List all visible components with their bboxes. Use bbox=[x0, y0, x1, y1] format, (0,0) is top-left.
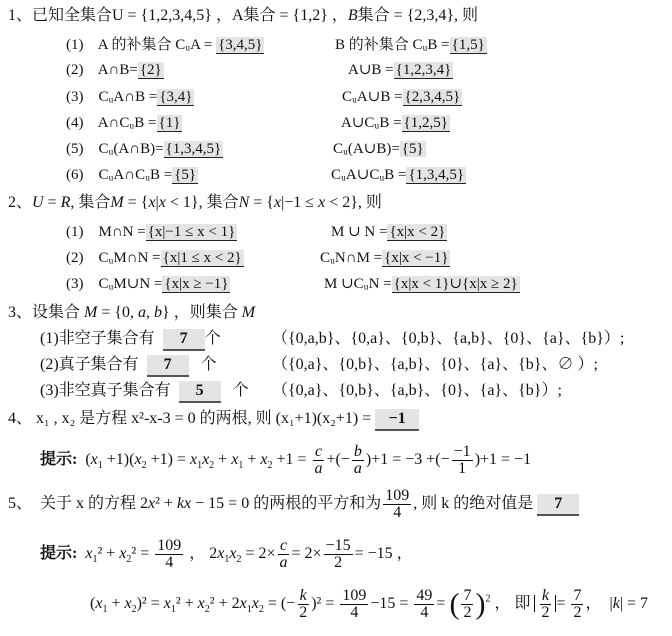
q2-item-3 bbox=[66, 274, 230, 294]
q5-hint-line2 bbox=[90, 588, 648, 621]
expression: CᵤA∩B = bbox=[98, 89, 158, 105]
hint-formula: $(x_1 +1)(x_2 +1) = x_1x_2 + x_1 + x_2 +1$ = $\frac{c}{a}$ +(− $\frac{b}{a}$ )+1 = −3 +(− $\frac{-1}{1}$ )+1 = −1 bbox=[85, 443, 532, 477]
q5-hint-line1 bbox=[40, 538, 413, 571]
answer-box[interactable]: {1,3,4,5} bbox=[165, 141, 222, 157]
expression: CᵤA∩CᵤB = bbox=[98, 167, 173, 183]
answer-blank[interactable]: −1 bbox=[375, 409, 419, 431]
q2-item-1-right bbox=[331, 222, 447, 242]
item-label: 真子集合有 bbox=[58, 356, 139, 373]
answer-box[interactable]: {5} bbox=[174, 167, 197, 183]
answer-blank[interactable]: 7 bbox=[147, 355, 189, 377]
expression: M ∪ N = bbox=[331, 224, 388, 240]
item-number: (1) bbox=[66, 37, 84, 53]
expression: A∩B= bbox=[97, 62, 138, 78]
q2-item-2 bbox=[66, 248, 244, 268]
answer-box[interactable]: {5} bbox=[401, 141, 424, 157]
item-number: (1) bbox=[40, 330, 59, 347]
q2-item-3-right bbox=[324, 274, 520, 294]
answer-blank[interactable]: 7 bbox=[537, 494, 579, 516]
expression: CᵤA∪B = bbox=[342, 89, 403, 105]
hint-formula: $x_1^2 + x_2^2$ = $\frac{109}{4}$ ， $2x_1x_2 = 2\times$ $\frac{c}{a}$ = 2× $\frac{-15}{2}$ = −15 ， bbox=[85, 537, 413, 571]
unit: 个 bbox=[200, 356, 217, 373]
question-text: 4、 x₁ , x₂ 是方程 x²-x-3 = 0 的两根, 则 (x₁+1)(x₂+1) = bbox=[8, 410, 372, 427]
answer-box[interactable]: {3,4,5} bbox=[218, 37, 263, 53]
item-number: (5) bbox=[66, 141, 84, 157]
unit: 个 bbox=[204, 330, 221, 347]
expression: CᵤM∩N = bbox=[98, 250, 161, 266]
q3-stem: 3、设集合 M = {0, a, b} ，则集合 M bbox=[8, 304, 256, 321]
q3-item-1-list bbox=[272, 329, 624, 349]
item-number: (1) bbox=[66, 224, 84, 240]
expression: A 的补集合 CᵤA = bbox=[97, 37, 213, 53]
answer-box[interactable]: {1,2,3,4} bbox=[395, 62, 452, 78]
q5-stem bbox=[8, 488, 579, 521]
q2-stem: 2、U = R, 集合M = {x|x < 1}, 集合N = {x|−1 ≤ x < 2}, 则 bbox=[8, 194, 382, 211]
unit: 个 bbox=[232, 382, 249, 399]
q4-stem bbox=[8, 409, 419, 431]
expression: CᵤN∩M = bbox=[320, 250, 383, 266]
hint-formula: $(x_1 + x_2)^2 = x_1^2 + x_2^2 + 2x_1x_2$ = (− $\frac{k}{2}$ )² = $\frac{109}{4}$ −15 = $\frac{49}{4}$ = ( $\frac{7}{2}$ )$^2$ ， 即 $\frac{k}{2}$ = $\frac{7}{2}$ ， |k| = 7 bbox=[90, 587, 649, 621]
answer-box[interactable]: {x|x < 2} bbox=[389, 224, 446, 240]
subset-list: （{0,a}、{0,b}、{a,b}、{0}、{a}、{b}、∅ ）; bbox=[272, 356, 598, 373]
answer-box[interactable]: {1,2,5} bbox=[403, 115, 448, 131]
answer-box[interactable]: {x|x < −1} bbox=[384, 250, 449, 266]
answer-box[interactable]: {1,3,4,5} bbox=[408, 167, 465, 183]
item-number: (2) bbox=[66, 250, 84, 266]
answer-box[interactable]: {2} bbox=[139, 62, 162, 78]
expression: CᵤA∪CᵤB = bbox=[331, 167, 407, 183]
q1-item-4-right bbox=[341, 113, 450, 133]
answer-box[interactable]: {2,3,4,5} bbox=[404, 89, 461, 105]
item-number: (3) bbox=[66, 276, 84, 292]
item-number: (2) bbox=[40, 356, 59, 373]
expression: Cᵤ(A∪B)= bbox=[333, 141, 400, 157]
subset-list: （{0,a,b}、{0,a}、{0,b}、{a,b}、{0}、{a}、{b}）; bbox=[272, 330, 625, 347]
q3-item-1 bbox=[40, 329, 221, 351]
q1-item-4 bbox=[66, 113, 182, 133]
q1-item-5-right bbox=[333, 139, 426, 159]
q2-item-1 bbox=[66, 222, 237, 242]
answer-blank[interactable]: 7 bbox=[163, 329, 205, 351]
expression: CᵤM∪N = bbox=[98, 276, 163, 292]
q1-item-3 bbox=[66, 87, 194, 107]
expression: A∪B = bbox=[348, 62, 394, 78]
expression: B 的补集合 CᵤB = bbox=[335, 37, 450, 53]
q3-item-2 bbox=[40, 355, 217, 377]
answer-box[interactable]: {x|x < 1}∪{x|x ≥ 2} bbox=[393, 276, 518, 292]
question-text: 5、 关于 x 的方程 2x² + kx − 15 = 0 的两根的平方和为 $\frac{109}{4}$ , 则 k 的绝对值是 bbox=[8, 487, 534, 521]
hint-label: 提示: bbox=[40, 545, 78, 563]
answer-box[interactable]: {1,5} bbox=[451, 37, 485, 53]
answer-box[interactable]: {x|−1 ≤ x < 1} bbox=[147, 224, 236, 240]
q3-item-2-list bbox=[272, 355, 598, 375]
q1-item-1-right bbox=[335, 35, 487, 55]
answer-box[interactable]: {x|x ≥ −1} bbox=[164, 276, 229, 292]
q1-item-2 bbox=[66, 60, 164, 80]
answer-box[interactable]: {1} bbox=[158, 115, 181, 131]
expression: A∩CᵤB = bbox=[97, 115, 157, 131]
q1-stem: 1、已知全集合U = {1,2,3,4,5} ，A集合 = {1,2} ，B集合 = {2,3,4}, 则 bbox=[8, 7, 479, 24]
item-number: (3) bbox=[66, 89, 84, 105]
item-number: (2) bbox=[66, 62, 84, 78]
hint-label: 提示: bbox=[40, 451, 78, 469]
q1-item-6 bbox=[66, 165, 198, 185]
expression: M∩N = bbox=[98, 224, 146, 240]
q3-item-3 bbox=[40, 381, 249, 403]
q2-item-2-right bbox=[320, 248, 450, 268]
q4-hint bbox=[40, 444, 531, 477]
item-number: (3) bbox=[40, 382, 59, 399]
item-number: (4) bbox=[66, 115, 84, 131]
answer-box[interactable]: {x|1 ≤ x < 2} bbox=[162, 250, 242, 266]
item-label: 非空真子集合有 bbox=[58, 382, 171, 399]
answer-box[interactable]: {3,4} bbox=[159, 89, 193, 105]
q1-item-3-right bbox=[342, 87, 462, 107]
q1-item-2-right bbox=[348, 60, 453, 80]
item-number: (6) bbox=[66, 167, 84, 183]
answer-blank[interactable]: 5 bbox=[179, 381, 221, 403]
expression: M ∪CᵤN = bbox=[324, 276, 392, 292]
q1-item-1 bbox=[66, 35, 264, 55]
q1-item-5 bbox=[66, 139, 223, 159]
item-label: 非空子集合有 bbox=[58, 330, 155, 347]
q3-item-3-list bbox=[272, 381, 562, 401]
expression: A∪CᵤB = bbox=[341, 115, 402, 131]
expression: Cᵤ(A∩B)= bbox=[98, 141, 164, 157]
q1-item-6-right bbox=[331, 165, 466, 185]
subset-list: （{0,a}、{0,b}、{a,b}、{0}、{a}、{b}）; bbox=[272, 382, 562, 399]
